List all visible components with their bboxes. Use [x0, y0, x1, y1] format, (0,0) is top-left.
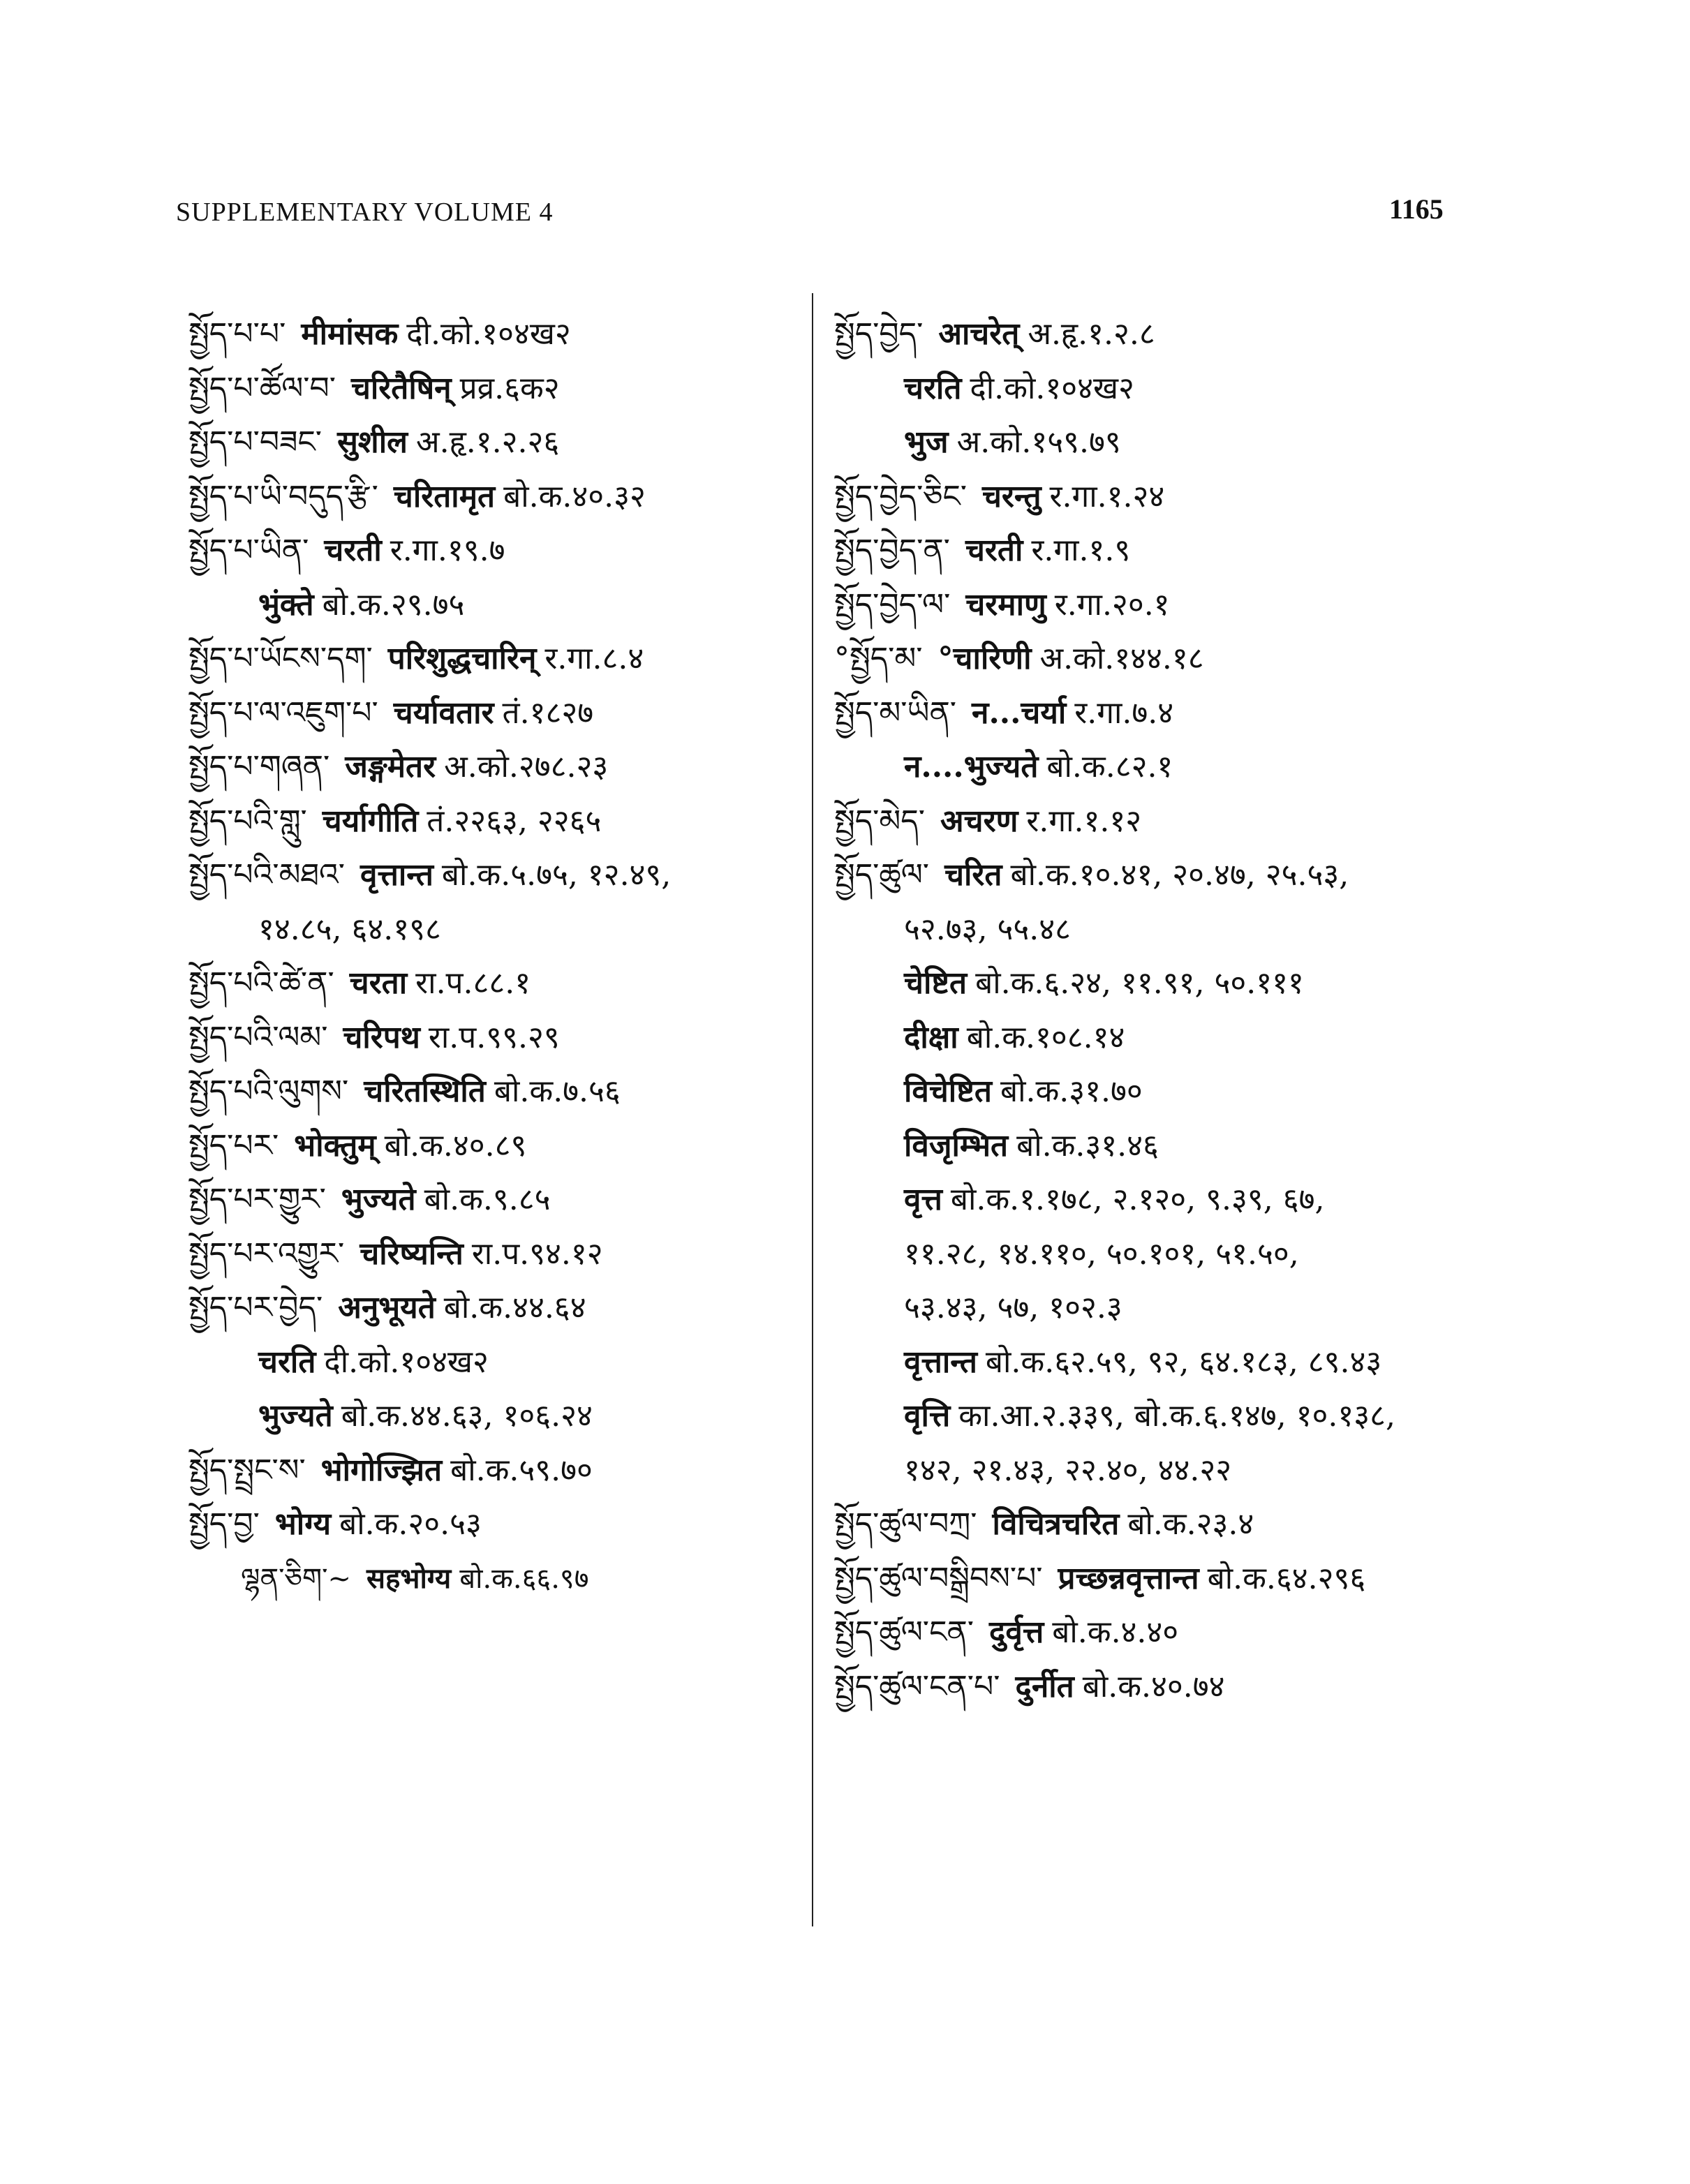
dictionary-entry [834, 470, 1532, 524]
source-reference: अ.को.१५९.७९ [956, 424, 1121, 460]
sanskrit-equivalent: दुर्वृत्त [989, 1614, 1044, 1650]
entry-continuation [834, 956, 1532, 1011]
sanskrit-equivalent: भोग्य [274, 1506, 332, 1542]
sanskrit-equivalent: दुर्नीत [1015, 1668, 1074, 1704]
source-reference: र.गा.१९.७ [390, 533, 505, 568]
right-column [834, 307, 1532, 1714]
source-reference: १४.८५, ६४.१९८ [258, 911, 441, 947]
tibetan-headword: སྤྱོད་པའི་ལུགས་ [188, 1074, 349, 1109]
dictionary-entry [188, 686, 796, 741]
sanskrit-equivalent: चर्यागीति [322, 803, 419, 839]
entry-continuation [834, 1173, 1532, 1227]
source-reference: अ.हृ.१.२.८ [1028, 316, 1155, 352]
sanskrit-equivalent: चरितस्थिति [364, 1074, 486, 1109]
source-reference: तं.१८२७ [502, 694, 594, 731]
source-reference: बो.क.५.७५, १२.४९, [441, 857, 672, 893]
dictionary-entry [188, 848, 796, 902]
dictionary-entry [834, 794, 1532, 849]
dictionary-entry [834, 523, 1532, 578]
source-reference: र.गा.१.२४ [1049, 478, 1165, 514]
tibetan-headword: སྤྱོད་པའི་ལམ་ [188, 1019, 328, 1055]
sanskrit-equivalent: विचित्रचरित [992, 1506, 1120, 1542]
tibetan-headword: སྤྱོད་ཚུལ་ངན་པ་ [834, 1668, 1000, 1704]
source-reference: र.गा.१.१२ [1026, 803, 1142, 839]
sanskrit-equivalent: न....भुज्यते [904, 749, 1039, 785]
source-reference: बो.क.१०.४१, २०.४७, २५.५३, [1010, 857, 1349, 893]
source-reference: बो.क.६.२४, ११.९१, ५०.१११ [975, 965, 1304, 1001]
dictionary-entry [188, 1064, 796, 1119]
dictionary-entry [834, 848, 1532, 902]
dictionary-entry [834, 578, 1532, 632]
source-reference: बो.क.३१.४६ [1016, 1127, 1159, 1164]
source-reference: १४२, २१.४३, २२.४०, ४४.२२ [904, 1452, 1232, 1488]
dictionary-entry [188, 1497, 796, 1552]
source-reference: बो.क.५९.७० [450, 1452, 593, 1488]
sanskrit-equivalent: विचेष्टित [904, 1074, 992, 1109]
source-reference: ५३.४३, ५७, १०२.३ [904, 1290, 1122, 1325]
source-reference: बो.क.७.५६ [494, 1074, 621, 1109]
tibetan-headword: སྤྱོད་པ་གཞན་ [188, 749, 330, 785]
tibetan-headword: ལྷན་ཅིག་~ [241, 1562, 352, 1595]
entry-continuation [834, 362, 1532, 416]
tibetan-headword: °སྤྱོད་མ་ [834, 641, 923, 676]
tibetan-headword: སྤྱོད་པ་ཡོངས་དག་ [188, 641, 373, 676]
tibetan-headword: སྤྱོད་བྱེད་ཅིང་ [834, 478, 967, 514]
sanskrit-equivalent: विजृम्भित [904, 1127, 1009, 1164]
sanskrit-equivalent: वृत्त [904, 1182, 942, 1217]
entry-continuation [834, 1011, 1532, 1065]
tibetan-headword: སྤྱོད་པ་ལ་འཇུག་པ་ [188, 694, 378, 731]
dictionary-entry [188, 362, 796, 416]
source-reference: अ.को.२७८.२३ [444, 749, 609, 785]
source-reference: बो.क.४०.३२ [503, 478, 646, 514]
running-head: SUPPLEMENTARY VOLUME 4 [176, 198, 554, 227]
sanskrit-equivalent: चरितैषिन् [350, 370, 452, 406]
sanskrit-equivalent: जङ्गमेतर [345, 749, 436, 785]
source-reference: र.गा.१.९ [1031, 533, 1131, 568]
source-reference: बो.क.६२.५९, ९२, ६४.१८३, ८९.४३ [985, 1344, 1382, 1380]
source-reference: तं.२२६३, २२६५ [427, 803, 602, 839]
sanskrit-equivalent: चरितामृत [393, 478, 496, 514]
sanskrit-equivalent: चरित [944, 857, 1002, 893]
sanskrit-equivalent: चरिपथ [343, 1019, 420, 1055]
source-reference: बो.क.२०.५३ [339, 1506, 482, 1542]
source-reference: रा.प.९९.२९ [428, 1019, 560, 1055]
dictionary-entry [834, 1552, 1532, 1606]
source-reference: बो.क.६४.२९६ [1207, 1560, 1366, 1596]
dictionary-entry [188, 1173, 796, 1227]
tibetan-headword: སྤྱོད་པར་བྱེད་ [188, 1290, 323, 1325]
sanskrit-equivalent: भुज्यते [258, 1398, 333, 1434]
source-reference: बो.क.१.१७८, २.१२०, ९.३९, ६७, [950, 1182, 1325, 1217]
tibetan-headword: སྤྱོད་ཚུལ་བསྒྲིབས་པ་ [834, 1560, 1043, 1596]
column-divider [812, 293, 813, 1926]
sanskrit-equivalent: भुंक्ते [258, 586, 314, 623]
dictionary-entry [188, 1011, 796, 1065]
entry-continuation [834, 415, 1532, 470]
dictionary-entry [188, 1119, 796, 1173]
dictionary-entry [188, 1552, 796, 1606]
tibetan-headword: སྤྱོད་པ་ཡིན་ [188, 533, 309, 568]
sanskrit-equivalent: न...चर्या [972, 694, 1067, 731]
sanskrit-equivalent: भुज्यते [341, 1182, 416, 1217]
source-reference: रा.प.८८.१ [415, 965, 531, 1001]
sanskrit-equivalent: वृत्ति [904, 1398, 951, 1434]
page-number: 1165 [1389, 193, 1444, 225]
source-reference: बो.क.४०.८९ [384, 1127, 527, 1164]
source-reference: अ.को.१४४.१८ [1039, 641, 1204, 676]
sanskrit-equivalent: सहभोग्य [366, 1561, 452, 1595]
entry-continuation [834, 740, 1532, 794]
entry-continuation [188, 1389, 796, 1443]
tibetan-headword: སྤྱོད་སྤྲང་ས་ [188, 1452, 306, 1488]
sanskrit-equivalent: भोगोज्झित [320, 1452, 443, 1488]
dictionary-entry [834, 686, 1532, 741]
sanskrit-equivalent: चेष्टित [904, 965, 968, 1001]
tibetan-headword: སྤྱོད་མེད་ [834, 803, 926, 839]
source-reference: बो.क.६६.९७ [459, 1562, 589, 1595]
tibetan-headword: སྤྱོད་ཚུལ་ [834, 857, 930, 893]
entry-continuation [834, 1227, 1532, 1282]
source-reference: दी.को.१०४ख२ [406, 316, 571, 352]
sanskrit-equivalent: चरिष्यन्ति [360, 1235, 464, 1272]
tibetan-headword: སྤྱོད་བྱེད་ན་ [834, 533, 950, 568]
sanskrit-equivalent: वृत्तान्त [904, 1344, 977, 1380]
sanskrit-equivalent: °चारिणी [937, 641, 1032, 676]
sanskrit-equivalent: परिशुद्धचारिन् [387, 641, 537, 676]
sanskrit-equivalent: चरति [904, 370, 962, 406]
sanskrit-equivalent: भोक्तुम् [294, 1127, 376, 1164]
dictionary-entry [188, 415, 796, 470]
dictionary-entry [188, 632, 796, 686]
source-reference: बो.क.२३.४ [1127, 1506, 1254, 1542]
dictionary-entry [834, 632, 1532, 686]
entry-continuation [834, 1119, 1532, 1173]
source-reference: ११.२८, १४.११०, ५०.१०१, ५१.५०, [904, 1235, 1299, 1272]
dictionary-entry [834, 1497, 1532, 1552]
source-reference: र.गा.८.४ [544, 641, 644, 676]
tibetan-headword: སྤྱོད་པའི་གླུ་ [188, 803, 307, 839]
dictionary-entry [188, 956, 796, 1011]
tibetan-headword: སྤྱོད་པ་བཟང་ [188, 424, 323, 460]
dictionary-entry [188, 794, 796, 849]
sanskrit-equivalent: चरता [349, 965, 408, 1001]
dictionary-entry [188, 523, 796, 578]
tibetan-headword: སྤྱོད་པའི་ཚེ་ན་ [188, 965, 334, 1001]
entry-continuation [834, 1281, 1532, 1335]
tibetan-headword: སྤྱོད་པའི་མཐའ་ [188, 857, 346, 893]
source-reference: बो.क.१०८.१४ [966, 1019, 1125, 1055]
sanskrit-equivalent: चरमाणु [965, 586, 1046, 623]
sanskrit-equivalent: सुशील [337, 424, 408, 460]
dictionary-entry [834, 1605, 1532, 1660]
sanskrit-equivalent: चरती [965, 533, 1023, 568]
tibetan-headword: སྤྱོད་བྱེད་ལ་ [834, 586, 951, 623]
tibetan-headword: སྤྱོད་མ་ཡིན་ [834, 694, 957, 731]
sanskrit-equivalent: भुज [904, 424, 949, 460]
tibetan-headword: སྤྱོད་པ་ཚོལ་བ་ [188, 370, 336, 406]
source-reference: र.गा.२०.१ [1054, 586, 1170, 623]
source-reference: बो.क.४४.६३, १०६.२४ [341, 1398, 593, 1434]
source-reference: बो.क.८२.१ [1046, 749, 1173, 785]
tibetan-headword: སྤྱོད་པར་གྱུར་ [188, 1182, 326, 1217]
entry-continuation [834, 902, 1532, 957]
source-reference: बो.क.४.४० [1052, 1614, 1179, 1650]
tibetan-headword: སྤྱོད་པར་ [188, 1127, 279, 1164]
tibetan-headword: སྤྱོད་བྱ་ [188, 1506, 260, 1542]
source-reference: बो.क.४४.६४ [443, 1290, 586, 1325]
entry-continuation [834, 1389, 1532, 1443]
dictionary-entry [188, 1443, 796, 1498]
dictionary-entry [188, 307, 796, 362]
sanskrit-equivalent: आचरेत् [938, 316, 1020, 352]
tibetan-headword: སྤྱོད་བྱེད་ [834, 316, 924, 352]
entry-continuation [834, 1335, 1532, 1390]
source-reference: का.आ.२.३३९, बो.क.६.१४७, १०.१३८, [958, 1398, 1396, 1434]
dictionary-entry [188, 1227, 796, 1282]
sanskrit-equivalent: प्रच्छन्नवृत्तान्त [1058, 1560, 1199, 1596]
sanskrit-equivalent: अचरण [940, 803, 1018, 839]
entry-continuation [834, 1064, 1532, 1119]
sanskrit-equivalent: चरती [324, 533, 382, 568]
tibetan-headword: སྤྱོད་ཚུལ་ངན་ [834, 1614, 974, 1650]
entry-continuation [188, 902, 796, 957]
source-reference: र.गा.७.४ [1074, 694, 1174, 731]
source-reference: बो.क.४०.७४ [1082, 1668, 1225, 1704]
dictionary-entry [188, 1281, 796, 1335]
entry-continuation [834, 1443, 1532, 1498]
source-reference: बो.क.३१.७० [1000, 1074, 1143, 1109]
sanskrit-equivalent: चरति [258, 1344, 316, 1380]
source-reference: दी.को.१०४ख२ [324, 1344, 489, 1380]
sanskrit-equivalent: अनुभूयते [338, 1290, 436, 1325]
left-column [188, 307, 796, 1605]
source-reference: प्रव्र.६क२ [459, 370, 560, 406]
sanskrit-equivalent: दीक्षा [904, 1019, 958, 1055]
sanskrit-equivalent: चरन्तु [981, 478, 1042, 514]
source-reference: अ.हृ.१.२.२६ [415, 424, 560, 460]
tibetan-headword: སྤྱོད་ཚུལ་བཀྲ་ [834, 1506, 977, 1542]
dictionary-entry [188, 470, 796, 524]
source-reference: दी.को.१०४ख२ [970, 370, 1134, 406]
source-reference: ५२.७३, ५५.४८ [904, 911, 1071, 947]
sanskrit-equivalent: चर्यावतार [393, 694, 494, 731]
sanskrit-equivalent: मीमांसक [301, 316, 399, 352]
tibetan-headword: སྤྱོད་པར་འགྱུར་ [188, 1235, 345, 1272]
source-reference: रा.प.९४.१२ [471, 1235, 603, 1272]
source-reference: बो.क.९.८५ [424, 1182, 551, 1217]
dictionary-entry [834, 307, 1532, 362]
dictionary-entry [834, 1660, 1532, 1714]
source-reference: बो.क.२९.७५ [322, 586, 465, 623]
sanskrit-equivalent: वृत्तान्त [360, 857, 433, 893]
entry-continuation [188, 1335, 796, 1390]
dictionary-entry [188, 740, 796, 794]
tibetan-headword: སྤྱོད་པ་པ་ [188, 316, 286, 352]
entry-continuation [188, 578, 796, 632]
tibetan-headword: སྤྱོད་པ་ཡི་བདུད་རྩི་ [188, 478, 378, 514]
